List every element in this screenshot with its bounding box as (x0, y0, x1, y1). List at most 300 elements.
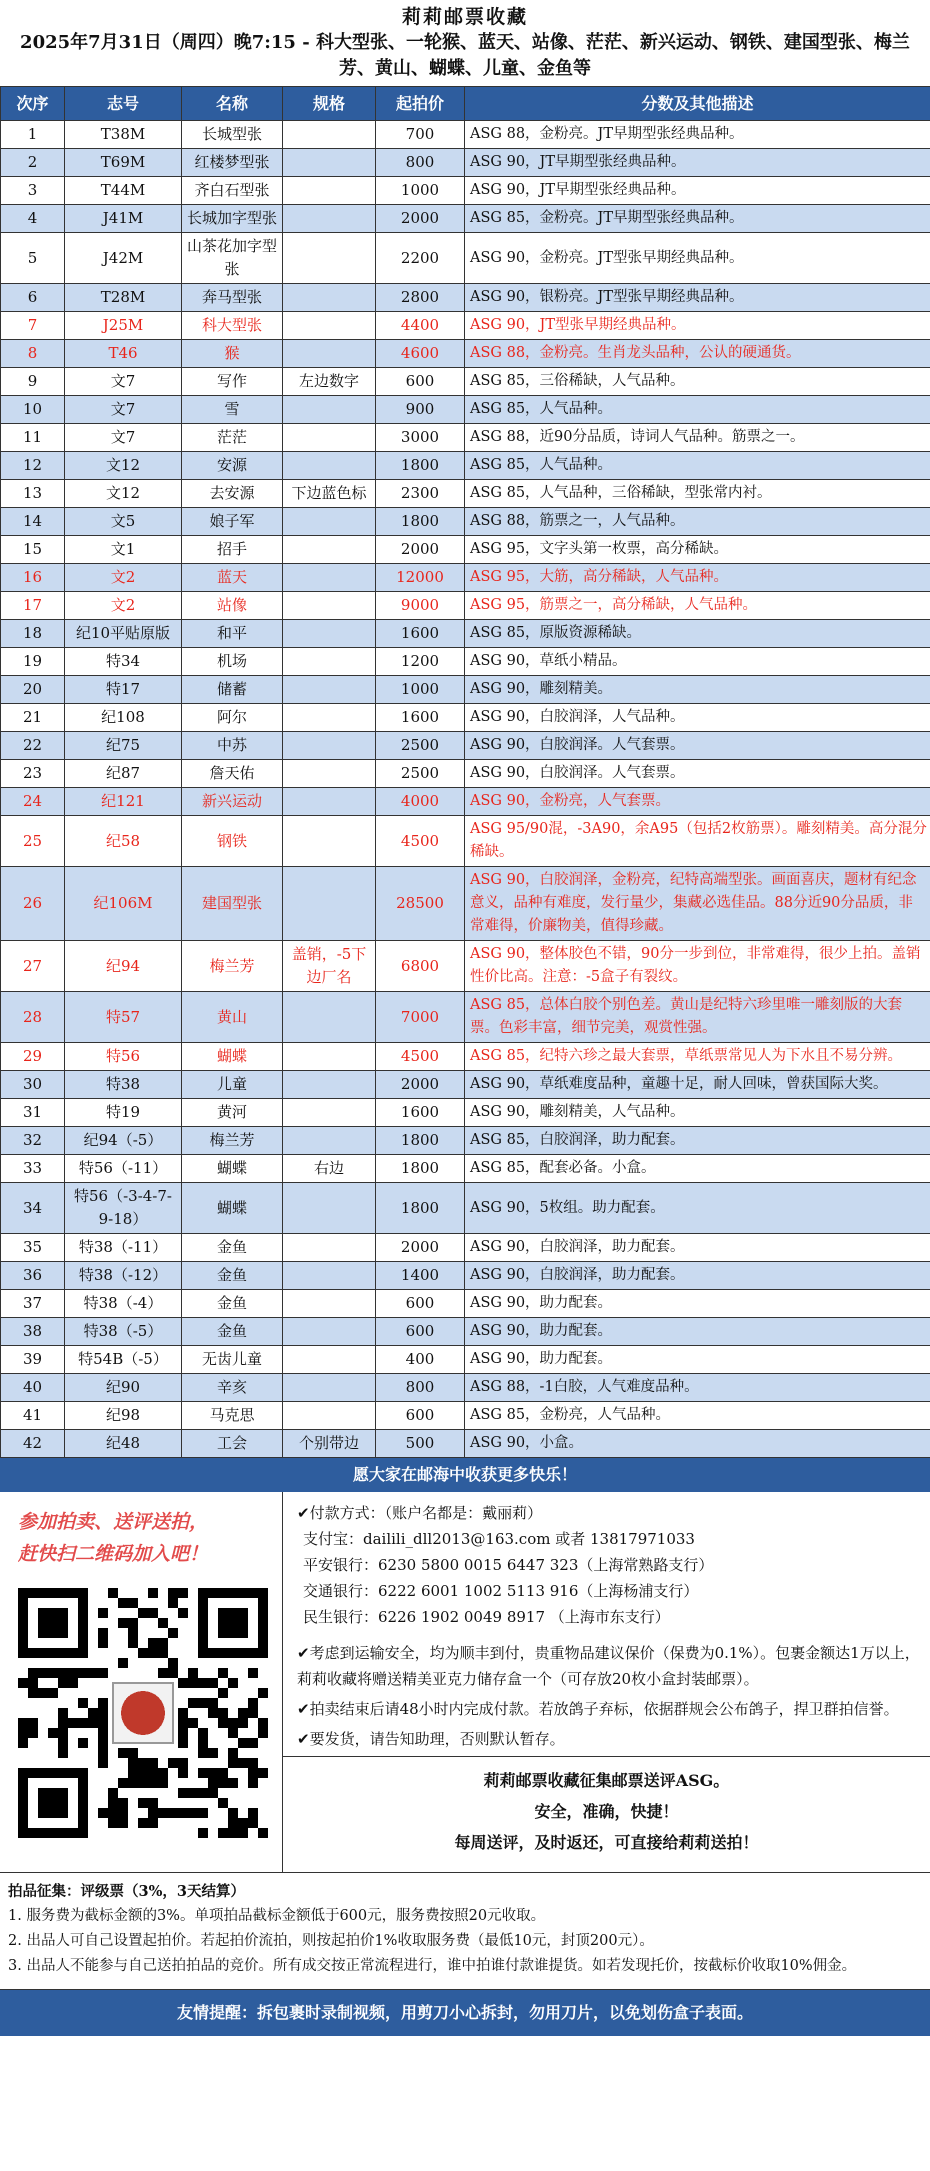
lot-name: 金鱼 (182, 1290, 283, 1318)
lot-code: 特56（-11） (65, 1155, 182, 1183)
lot-code: 文12 (65, 480, 182, 508)
lot-code: 纪58 (65, 816, 182, 867)
lot-spec (283, 1402, 376, 1430)
lot-number: 37 (1, 1290, 65, 1318)
lot-code: 纪106M (65, 867, 182, 941)
lot-name: 詹天佑 (182, 760, 283, 788)
lot-code: J41M (65, 205, 182, 233)
lot-description: ASG 90，白胶润泽。人气套票。 (465, 732, 930, 760)
lot-name: 金鱼 (182, 1318, 283, 1346)
lot-spec (283, 424, 376, 452)
lot-start-price: 2000 (376, 1234, 465, 1262)
rules-title: 拍品征集：评级票（3%，3天结算） (8, 1883, 245, 1900)
lot-description: ASG 88，近90分品质，诗词人气品种。筋票之一。 (465, 424, 930, 452)
lot-code: 文2 (65, 564, 182, 592)
lot-code: T69M (65, 149, 182, 177)
lot-description: ASG 88，金粉亮。生肖龙头品种，公认的硬通货。 (465, 340, 930, 368)
lot-description: ASG 88，金粉亮。JT早期型张经典品种。 (465, 121, 930, 149)
lot-spec (283, 732, 376, 760)
lot-number: 28 (1, 992, 65, 1043)
lot-start-price: 1800 (376, 1183, 465, 1234)
lot-name: 齐白石型张 (182, 177, 283, 205)
table-row (1, 1099, 930, 1127)
lot-spec (283, 205, 376, 233)
lot-description: ASG 90，白胶润泽，助力配套。 (465, 1234, 930, 1262)
lot-number: 8 (1, 340, 65, 368)
lot-name: 中苏 (182, 732, 283, 760)
lot-start-price: 1600 (376, 704, 465, 732)
lot-start-price: 1600 (376, 1099, 465, 1127)
table-row (1, 1262, 930, 1290)
table-row (1, 508, 930, 536)
lot-description: ASG 85，原版资源稀缺。 (465, 620, 930, 648)
delivery-note: ✔要发货，请告知助理，否则默认暂存。 (297, 1730, 565, 1748)
lot-spec (283, 1262, 376, 1290)
lot-code: 特54B（-5） (65, 1346, 182, 1374)
lot-name: 蝴蝶 (182, 1043, 283, 1071)
lot-description: ASG 90，金粉亮。JT型张早期经典品种。 (465, 233, 930, 284)
page-subtitle: 2025年7月31日（周四）晚7:15 - 科大型张、一轮猴、蓝天、站像、茫茫、新兴运动、钢铁、建国型张、梅兰芳、黄山、蝴蝶、儿童、金鱼等 (20, 32, 910, 79)
table-row (1, 233, 930, 284)
lot-description: ASG 90，JT早期型张经典品种。 (465, 177, 930, 205)
lot-spec (283, 1234, 376, 1262)
lot-code: 特57 (65, 992, 182, 1043)
lot-number: 13 (1, 480, 65, 508)
lot-start-price: 2000 (376, 1071, 465, 1099)
asg-line-1: 莉莉邮票收藏征集邮票送评ASG。 (483, 1771, 730, 1790)
lot-spec (283, 992, 376, 1043)
lot-number: 19 (1, 648, 65, 676)
shipping-note: ✔考虑到运输安全，均为顺丰到付，贵重物品建议保价（保费为0.1%）。包裹金额达1万以上，莉莉收藏将赠送精美亚克力储存盒一个（可存放20枚小盒封装邮票）。 (297, 1644, 920, 1688)
lot-number: 36 (1, 1262, 65, 1290)
lot-start-price: 1800 (376, 1127, 465, 1155)
lot-start-price: 1800 (376, 452, 465, 480)
rule-2: 2. 出品人可自己设置起拍价。若起拍价流拍，则按起拍价1%收取服务费（最低10元，封顶200元）。 (8, 1933, 654, 1949)
lot-table (0, 86, 930, 1458)
table-row (1, 1155, 930, 1183)
lot-spec (283, 233, 376, 284)
table-row (1, 205, 930, 233)
lot-number: 22 (1, 732, 65, 760)
lot-description: ASG 90，JT型张早期经典品种。 (465, 312, 930, 340)
lot-code: 特38（-11） (65, 1234, 182, 1262)
column-header: 分数及其他描述 (465, 87, 930, 121)
jiaotong-account: 交通银行：6222 6001 1002 5113 916（上海杨浦支行） (303, 1582, 699, 1600)
lot-name: 机场 (182, 648, 283, 676)
lot-spec (283, 1043, 376, 1071)
lot-name: 建国型张 (182, 867, 283, 941)
lot-description: ASG 95，大筋，高分稀缺，人气品种。 (465, 564, 930, 592)
pingan-account: 平安银行：6230 5800 0015 6447 323（上海常熟路支行） (303, 1556, 714, 1574)
column-header: 规格 (283, 87, 376, 121)
column-header: 次序 (1, 87, 65, 121)
table-row (1, 704, 930, 732)
lot-start-price: 4500 (376, 1043, 465, 1071)
lot-code: 特38 (65, 1071, 182, 1099)
lot-code: 特19 (65, 1099, 182, 1127)
lot-spec (283, 620, 376, 648)
lot-start-price: 600 (376, 1402, 465, 1430)
lot-name: 蝴蝶 (182, 1183, 283, 1234)
lot-name: 安源 (182, 452, 283, 480)
lot-start-price: 700 (376, 121, 465, 149)
table-row (1, 1234, 930, 1262)
table-row (1, 1290, 930, 1318)
lot-code: 纪87 (65, 760, 182, 788)
lot-start-price: 500 (376, 1430, 465, 1458)
lot-spec (283, 536, 376, 564)
lot-spec: 右边 (283, 1155, 376, 1183)
lot-description: ASG 90，助力配套。 (465, 1290, 930, 1318)
table-row (1, 1318, 930, 1346)
lot-code: 文1 (65, 536, 182, 564)
table-row (1, 121, 930, 149)
lot-spec (283, 816, 376, 867)
lot-start-price: 1000 (376, 676, 465, 704)
table-row (1, 284, 930, 312)
lot-description: ASG 90，雕刻精美，人气品种。 (465, 1099, 930, 1127)
lot-name: 钢铁 (182, 816, 283, 867)
lot-spec (283, 396, 376, 424)
lot-code: 特38（-12） (65, 1262, 182, 1290)
table-row (1, 1346, 930, 1374)
table-row (1, 1374, 930, 1402)
lot-start-price: 600 (376, 1318, 465, 1346)
footer-reminder: 友情提醒：拆包裹时录制视频，用剪刀小心拆封，勿用刀片，以免划伤盒子表面。 (0, 1990, 930, 2036)
table-row (1, 992, 930, 1043)
lot-description: ASG 85，人气品种。 (465, 452, 930, 480)
lot-number: 23 (1, 760, 65, 788)
table-row (1, 648, 930, 676)
lot-start-price: 2000 (376, 205, 465, 233)
lot-code: T46 (65, 340, 182, 368)
lot-table-body (1, 121, 930, 1458)
lot-spec: 盖销，-5下边厂名 (283, 941, 376, 992)
wish-banner: 愿大家在邮海中收获更多快乐！ (0, 1458, 930, 1492)
lot-name: 无齿儿童 (182, 1346, 283, 1374)
table-row (1, 1183, 930, 1234)
table-row (1, 1071, 930, 1099)
promo-line-2: 赶快扫二维码加入吧！ (18, 1543, 209, 1565)
table-row (1, 620, 930, 648)
lot-spec: 下边蓝色标 (283, 480, 376, 508)
lot-number: 7 (1, 312, 65, 340)
lot-name: 长城加字型张 (182, 205, 283, 233)
lot-number: 5 (1, 233, 65, 284)
lot-start-price: 600 (376, 368, 465, 396)
lot-number: 15 (1, 536, 65, 564)
lot-name: 去安源 (182, 480, 283, 508)
lot-number: 35 (1, 1234, 65, 1262)
lot-description: ASG 90，JT早期型张经典品种。 (465, 149, 930, 177)
lot-name: 新兴运动 (182, 788, 283, 816)
lot-number: 1 (1, 121, 65, 149)
table-row (1, 1430, 930, 1458)
lot-name: 储蓄 (182, 676, 283, 704)
lot-start-price: 1400 (376, 1262, 465, 1290)
lot-start-price: 9000 (376, 592, 465, 620)
lot-spec (283, 1099, 376, 1127)
lot-number: 30 (1, 1071, 65, 1099)
lot-spec (283, 564, 376, 592)
lot-name: 茫茫 (182, 424, 283, 452)
lot-code: 特56（-3-4-7-9-18） (65, 1183, 182, 1234)
table-row (1, 1127, 930, 1155)
lot-spec (283, 340, 376, 368)
lot-code: 纪108 (65, 704, 182, 732)
table-row (1, 312, 930, 340)
lot-name: 写作 (182, 368, 283, 396)
lot-start-price: 1800 (376, 508, 465, 536)
lot-start-price: 1000 (376, 177, 465, 205)
lot-number: 34 (1, 1183, 65, 1234)
lot-name: 金鱼 (182, 1234, 283, 1262)
lot-spec (283, 312, 376, 340)
lot-code: T28M (65, 284, 182, 312)
lot-name: 科大型张 (182, 312, 283, 340)
table-row (1, 452, 930, 480)
lot-code: J42M (65, 233, 182, 284)
lot-name: 和平 (182, 620, 283, 648)
lot-number: 40 (1, 1374, 65, 1402)
lot-code: 纪90 (65, 1374, 182, 1402)
lot-description: ASG 90，雕刻精美。 (465, 676, 930, 704)
lot-start-price: 2300 (376, 480, 465, 508)
lot-spec (283, 149, 376, 177)
lot-number: 25 (1, 816, 65, 867)
qr-code-icon (18, 1588, 268, 1838)
lot-code: 文7 (65, 396, 182, 424)
table-row (1, 760, 930, 788)
lot-description: ASG 90，小盒。 (465, 1430, 930, 1458)
lot-description: ASG 90，草纸小精品。 (465, 648, 930, 676)
lot-description: ASG 85，总体白胶个别色差。黄山是纪特六珍里唯一雕刻版的大套票。色彩丰富，细节完美，观赏性强。 (465, 992, 930, 1043)
lot-description: ASG 95，文字头第一枚票，高分稀缺。 (465, 536, 930, 564)
table-row (1, 424, 930, 452)
table-row (1, 732, 930, 760)
asg-line-2: 安全，准确，快捷！ (534, 1802, 679, 1821)
lot-code: 纪94（-5） (65, 1127, 182, 1155)
lot-code: T38M (65, 121, 182, 149)
table-row (1, 340, 930, 368)
lot-spec (283, 788, 376, 816)
lot-name: 梅兰芳 (182, 941, 283, 992)
lot-name: 儿童 (182, 1071, 283, 1099)
lot-number: 31 (1, 1099, 65, 1127)
table-row (1, 480, 930, 508)
lot-start-price: 400 (376, 1346, 465, 1374)
lot-spec (283, 1183, 376, 1234)
lot-description: ASG 90，整体胶色不错，90分一步到位，非常难得，很少上拍。盖销性价比高。注意：-5盒子有裂纹。 (465, 941, 930, 992)
lot-name: 黄山 (182, 992, 283, 1043)
lot-spec (283, 1071, 376, 1099)
lot-description: ASG 90，助力配套。 (465, 1346, 930, 1374)
rule-1: 1. 服务费为截标金额的3%。单项拍品截标金额低于600元，服务费按照20元收取。 (8, 1908, 546, 1924)
payment-panel (283, 1492, 930, 1872)
asg-line-3: 每周送评，及时返还，可直接给莉莉送拍！ (454, 1833, 759, 1852)
lot-name: 红楼梦型张 (182, 149, 283, 177)
page-title: 莉莉邮票收藏 (401, 6, 528, 28)
lot-code: 文5 (65, 508, 182, 536)
lot-start-price: 900 (376, 396, 465, 424)
lot-number: 14 (1, 508, 65, 536)
lot-number: 42 (1, 1430, 65, 1458)
lot-number: 6 (1, 284, 65, 312)
lot-number: 10 (1, 396, 65, 424)
lot-name: 娘子军 (182, 508, 283, 536)
lot-name: 蓝天 (182, 564, 283, 592)
lot-description: ASG 90，白胶润泽，助力配套。 (465, 1262, 930, 1290)
lot-description: ASG 85，白胶润泽，助力配套。 (465, 1127, 930, 1155)
lot-start-price: 2200 (376, 233, 465, 284)
lot-description: ASG 85，配套必备。小盒。 (465, 1155, 930, 1183)
promo-line-1: 参加拍卖、送评送拍， (18, 1511, 209, 1533)
lot-name: 奔马型张 (182, 284, 283, 312)
lot-number: 16 (1, 564, 65, 592)
payment-title: ✔付款方式：（账户名都是：戴丽莉） (297, 1504, 543, 1522)
payment-info (283, 1492, 930, 1756)
column-header: 起拍价 (376, 87, 465, 121)
lot-spec (283, 452, 376, 480)
lot-number: 39 (1, 1346, 65, 1374)
lot-start-price: 800 (376, 1374, 465, 1402)
lot-number: 26 (1, 867, 65, 941)
lot-description: ASG 88，筋票之一，人气品种。 (465, 508, 930, 536)
lot-name: 山茶花加字型张 (182, 233, 283, 284)
lot-start-price: 2500 (376, 760, 465, 788)
lot-start-price: 4500 (376, 816, 465, 867)
lot-name: 辛亥 (182, 1374, 283, 1402)
lot-number: 29 (1, 1043, 65, 1071)
lot-spec: 左边数字 (283, 368, 376, 396)
lot-start-price: 12000 (376, 564, 465, 592)
lot-spec (283, 121, 376, 149)
lot-code: 文2 (65, 592, 182, 620)
lot-spec (283, 1290, 376, 1318)
lot-name: 站像 (182, 592, 283, 620)
lot-start-price: 3000 (376, 424, 465, 452)
lot-number: 9 (1, 368, 65, 396)
alipay-account: 支付宝：dailili_dll2013@163.com 或者 13817971033 (303, 1530, 695, 1548)
lot-spec (283, 177, 376, 205)
lot-spec (283, 592, 376, 620)
lot-code: J25M (65, 312, 182, 340)
lot-spec (283, 676, 376, 704)
lot-description: ASG 90，银粉亮。JT型张早期经典品种。 (465, 284, 930, 312)
lot-number: 38 (1, 1318, 65, 1346)
lot-code: 文7 (65, 368, 182, 396)
lot-number: 2 (1, 149, 65, 177)
lot-code: 纪75 (65, 732, 182, 760)
lot-name: 长城型张 (182, 121, 283, 149)
lot-name: 工会 (182, 1430, 283, 1458)
qr-code[interactable] (18, 1588, 268, 1838)
lot-spec: 个别带边 (283, 1430, 376, 1458)
lot-number: 4 (1, 205, 65, 233)
lot-description: ASG 90，金粉亮，人气套票。 (465, 788, 930, 816)
lot-number: 12 (1, 452, 65, 480)
lot-number: 17 (1, 592, 65, 620)
lot-number: 41 (1, 1402, 65, 1430)
lot-name: 黄河 (182, 1099, 283, 1127)
lot-start-price: 28500 (376, 867, 465, 941)
table-row (1, 177, 930, 205)
lot-spec (283, 508, 376, 536)
lot-spec (283, 648, 376, 676)
lot-number: 21 (1, 704, 65, 732)
lot-name: 阿尔 (182, 704, 283, 732)
minsheng-account: 民生银行：6226 1902 0049 8917 （上海市东支行） (303, 1608, 670, 1626)
lot-number: 3 (1, 177, 65, 205)
lot-description: ASG 90，5枚组。助力配套。 (465, 1183, 930, 1234)
lot-description: ASG 90，助力配套。 (465, 1318, 930, 1346)
consignment-rules (0, 1873, 930, 1990)
lot-code: 纪121 (65, 788, 182, 816)
column-header: 名称 (182, 87, 283, 121)
lot-number: 11 (1, 424, 65, 452)
lot-code: 特56 (65, 1043, 182, 1071)
table-row (1, 816, 930, 867)
lot-start-price: 2000 (376, 536, 465, 564)
lot-start-price: 1200 (376, 648, 465, 676)
table-row (1, 941, 930, 992)
asg-service (283, 1756, 930, 1872)
lot-code: 文12 (65, 452, 182, 480)
info-section (0, 1492, 930, 1873)
lot-description: ASG 85，人气品种。 (465, 396, 930, 424)
lot-name: 梅兰芳 (182, 1127, 283, 1155)
lot-spec (283, 1127, 376, 1155)
lot-code: 文7 (65, 424, 182, 452)
lot-description: ASG 85，三俗稀缺，人气品种。 (465, 368, 930, 396)
lot-number: 20 (1, 676, 65, 704)
lot-spec (283, 1374, 376, 1402)
table-row (1, 1043, 930, 1071)
lot-name: 猴 (182, 340, 283, 368)
lot-start-price: 4400 (376, 312, 465, 340)
lot-start-price: 2500 (376, 732, 465, 760)
lot-spec (283, 1318, 376, 1346)
table-row (1, 149, 930, 177)
lot-number: 24 (1, 788, 65, 816)
lot-description: ASG 95/90混，-3A90，余A95（包括2枚筋票）。雕刻精美。高分混分稀缺。 (465, 816, 930, 867)
lot-spec (283, 1346, 376, 1374)
table-row (1, 536, 930, 564)
lot-name: 金鱼 (182, 1262, 283, 1290)
lot-code: 特17 (65, 676, 182, 704)
lot-number: 18 (1, 620, 65, 648)
lot-description: ASG 90，白胶润泽，金粉亮，纪特高端型张。画面喜庆，题材有纪念意义，品种有难度，发行量少，集藏必选佳品。88分近90分品质，非常难得，价廉物美，值得珍藏。 (465, 867, 930, 941)
column-header: 志号 (65, 87, 182, 121)
lot-name: 招手 (182, 536, 283, 564)
table-row (1, 788, 930, 816)
lot-code: 特38（-5） (65, 1318, 182, 1346)
lot-number: 27 (1, 941, 65, 992)
sheet-header (0, 0, 930, 86)
lot-start-price: 1600 (376, 620, 465, 648)
lot-start-price: 4600 (376, 340, 465, 368)
lot-spec (283, 284, 376, 312)
lot-description: ASG 85，人气品种，三俗稀缺，型张常内衬。 (465, 480, 930, 508)
lot-code: 特34 (65, 648, 182, 676)
lot-start-price: 2800 (376, 284, 465, 312)
lot-name: 蝴蝶 (182, 1155, 283, 1183)
lot-start-price: 1800 (376, 1155, 465, 1183)
lot-description: ASG 88，-1白胶，人气难度品种。 (465, 1374, 930, 1402)
lot-description: ASG 90，草纸难度品种，童趣十足，耐人回味，曾获国际大奖。 (465, 1071, 930, 1099)
table-row (1, 564, 930, 592)
payment-deadline-note: ✔拍卖结束后请48小时内完成付款。若放鸽子弃标，依据群规会公布鸽子，捍卫群拍信誉。 (297, 1700, 899, 1718)
